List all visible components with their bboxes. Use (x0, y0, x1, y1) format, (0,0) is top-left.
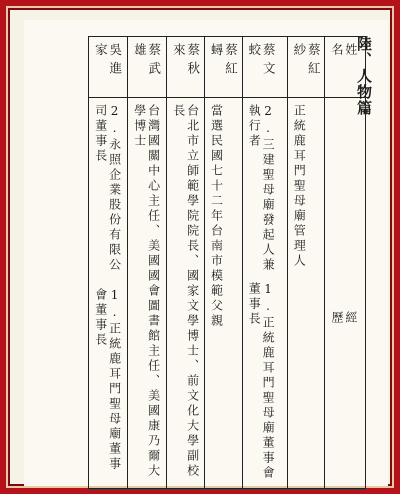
experience-line: 台北市立師範學院院長、國家文學博士、前文化大學副校長 (171, 104, 200, 479)
name-cell (204, 37, 242, 98)
header-body-char: 經 (343, 310, 358, 326)
experience-line: 正統鹿耳門聖母廟管理人 (292, 104, 307, 269)
experience-cell (287, 98, 325, 489)
experience-line: 1.正統鹿耳門聖母廟董事會董事長 (247, 281, 276, 481)
person-table (88, 36, 366, 489)
person-name: 蔡文蛟 (246, 43, 277, 80)
name-cell (287, 37, 325, 98)
person-name: 吳進家 (93, 43, 123, 80)
experience-line: 1.正統鹿耳門聖母廟董事會董事長 (93, 288, 122, 473)
name-row (89, 37, 366, 98)
person-name: 蔡武雄 (132, 43, 162, 80)
experience-cell (204, 98, 242, 489)
experience-cell (128, 98, 167, 489)
experience-line: 當選民國七十二年台南市模範父親 (209, 104, 224, 329)
header-body-char: 歷 (330, 310, 345, 326)
name-cell (242, 37, 287, 98)
experience-cell (167, 98, 205, 489)
person-name: 蔡紅蟳 (209, 43, 239, 80)
header-body-cell (325, 98, 366, 489)
body-row (89, 98, 366, 489)
name-cell (128, 37, 167, 98)
document-page (24, 20, 388, 486)
experience-line: 2.三建聖母廟發起人兼執行者 (247, 104, 276, 273)
experience-cell (242, 98, 287, 489)
header-name-cell (325, 37, 366, 98)
experience-cell (89, 98, 128, 489)
person-name: 蔡紅紗 (291, 43, 322, 80)
header-name: 姓名 (330, 43, 358, 69)
person-name: 蔡秋來 (171, 43, 201, 80)
name-cell (167, 37, 205, 98)
section-title: 陸、人物篇 (355, 36, 373, 116)
experience-line: 2.永照企業股份有限公司董事長 (93, 104, 122, 273)
name-cell (89, 37, 128, 98)
experience-line: 台灣國關中心主任、美國國會圖書館主任、美國康乃爾大學博士 (132, 104, 161, 479)
